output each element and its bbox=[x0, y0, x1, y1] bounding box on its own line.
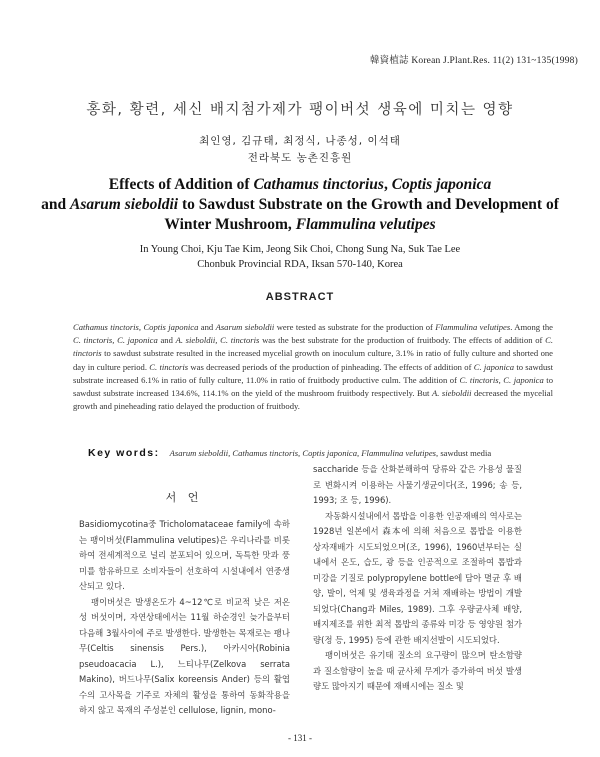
right-column bbox=[313, 462, 522, 695]
keywords-species: Asarum sieboldii, Cathamus tinctoris, Coptis japonica, Flammulina velutipes bbox=[169, 448, 437, 458]
abstract-text: Cathamus tinctoris, Coptis japonica and Asarum sieboldii were tested as substrate for the production of Flammulina velutipes. Among the C. tinctoris, C. japonica and A. sieboldii, C. tinctoris was the best substrate for the production of fruitbody. The effects of addition of C. tinctoris to sawdust substrate resulted in the increased mycelial growth on inoculum culture, 3.1% in ratio of fully culture and shorted one day in culture period. C. tinctoris was decreased periods of the production of pinheading. The effects of addition of C. japonica to sawdust substrate increased 6.1% in ratio of fully culture, 11.0% in ratio of fruitbody productive culm. The addition of C. tinctoris, C. japonica to sawdust substrate increased 134.6%, 114.1% on the yield of the mushroom fruitbody respectively. But A. sieboldii decreased the mycelial growth and pineheading ratio delayed the production of fruitbody. bbox=[73, 322, 553, 412]
keywords-label: Key words: bbox=[88, 447, 160, 459]
journal-header: 韓資植誌 Korean J.Plant.Res. 11(2) 131~135(1998) bbox=[369, 56, 578, 66]
korean-authors: 최인영, 김규태, 최정식, 나종성, 이석태 bbox=[199, 135, 401, 147]
paragraph: Basidiomycotina중 Tricholomataceae family에 속하는 팽이버섯(Flammulina velutipes)은 우리나라를 비롯하여 전세계적으로 널리 분포되어 있으며, 독특한 맛과 풍미를 함유하므로 소비자들이 선호하여 시설내에서 연중생산되고 있다. bbox=[79, 519, 290, 591]
english-affiliation: Chonbuk Provincial RDA, Iksan 570-140, Korea bbox=[197, 259, 403, 270]
paragraph: 팽이버섯은 유기태 질소의 요구량이 많으며 탄소함량과 질소함량이 높을 때 균사체 무게가 증가하여 버섯 발생량도 많아지기 때문에 재배시에는 질소 및 bbox=[313, 650, 522, 691]
left-column bbox=[79, 517, 290, 719]
page-number: - 131 - bbox=[288, 733, 312, 743]
section-heading-introduction: 서 언 bbox=[165, 491, 203, 504]
keywords bbox=[88, 447, 558, 459]
korean-affiliation: 전라북도 농촌진흥원 bbox=[247, 152, 353, 164]
korean-title: 홍화, 황련, 세신 배지첨가제가 팽이버섯 생육에 미치는 영향 bbox=[86, 102, 514, 118]
paragraph: 팽이버섯은 발생온도가 4~12℃로 비교적 낮은 저온성 버섯이며, 자연상태에서는 11월 하순경인 늦가을부터 다음해 3월사이에 주로 발생한다. 발생한는 목재로는 팽나무(Celtis sinensis Pers.), 아카시아(Robinia pseudoacacia L.), 느티나무(Zelkova serrata Makino), 버드나무(Salix koreensis Ander) 등의 활엽수의 고사목을 기주로 자체의 활성을 통하여 동화작용을 하지 않고 목재의 주성분인 cellulose, lignin, mono- bbox=[79, 596, 290, 715]
abstract-heading: ABSTRACT bbox=[265, 291, 335, 303]
keywords-other: , sawdust media bbox=[436, 448, 492, 458]
english-title: Effects of Addition of Cathamus tinctorius, Coptis japonica and Asarum sieboldii to Sawdust Substrate on the Growth and Development of Winter Mushroom, Flammulina velutipes bbox=[41, 176, 559, 233]
paragraph: saccharide 등을 산화분해하여 당류와 같은 가용성 물질로 변화시켜 이용하는 사물기생균이다(조, 1996; 송 등, 1993; 조 등, 1996). bbox=[313, 464, 522, 505]
paragraph: 자동화시설내에서 톱밥을 이용한 인공재배의 역사로는 1928년 일본에서 森本에 의해 처음으로 톱밥을 이용한 상자재배가 시도되었으며(조, 1996), 1960년부터는 실내에서 온도, 습도, 광 등을 인공적으로 조절하여 톱밥과 미강을 기질로 polypropylene bottle에 담아 멸균 후 배양, 발이, 억제 및 생육과정을 거쳐 재배하는 방법이 개발되었다(Chang과 Miles, 1989). 그후 우량균사체 배양, 배지제조를 위한 최적 톱밥의 종류와 미강 등 영양원 첨가량(정 등, 1995) 등에 관한 배지선발이 시도되었다. bbox=[313, 510, 522, 645]
english-authors: In Young Choi, Kju Tae Kim, Jeong Sik Choi, Chong Sung Na, Suk Tae Lee bbox=[139, 244, 461, 255]
